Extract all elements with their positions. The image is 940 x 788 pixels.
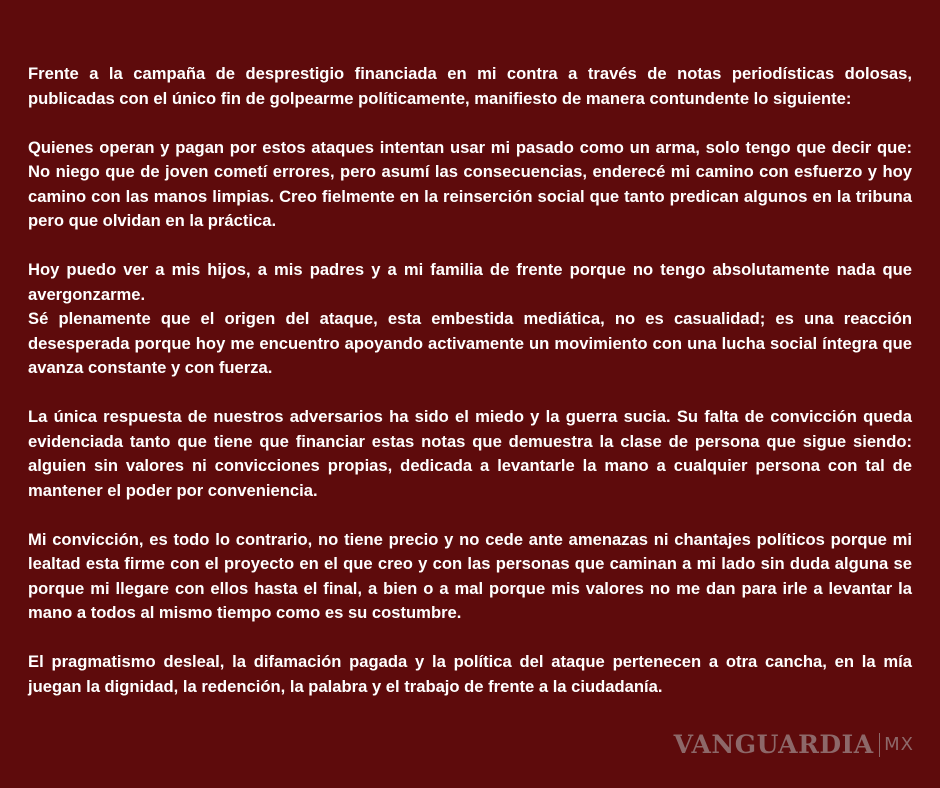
logo-wordmark: VANGUARDIA <box>673 730 874 759</box>
vanguardia-logo <box>674 730 914 759</box>
logo-suffix: MX <box>884 734 914 755</box>
paragraph-closing: El pragmatismo desleal, la difamación pagada y la política del ataque pertenecen a otra cancha, en la mía juegan la dignidad, la redención, la palabra y el trabajo de frente a la ciudadanía. <box>28 652 912 696</box>
logo-divider <box>879 733 881 757</box>
paragraph-past: Quienes operan y pagan por estos ataques intentan usar mi pasado como un arma, solo tengo que decir que: No niego que de joven cometí errores, pero asumí las consecuencias, enderecé mi camino con esfuerzo y hoy camino con las manos limpias. Creo fielmente en la reinserción social que tanto predican algunos en la tribuna pero que olvidan en la práctica. <box>28 137 912 230</box>
paragraph-intro: Frente a la campaña de desprestigio financiada en mi contra a través de notas periodísticas dolosas, publicadas con el único fin de golpearme políticamente, manifiesto de manera contundente lo siguiente: <box>28 64 912 108</box>
statement-text <box>28 62 912 699</box>
paragraph-adversaries: La única respuesta de nuestros adversarios ha sido el miedo y la guerra sucia. Su falta de convicción queda evidenciada tanto que tiene que financiar estas notas que demuestra la clase de persona que sigue siendo: alguien sin valores ni convicciones propias, dedicada a levantarle la mano a cualquier persona con tal de mantener el poder por conveniencia. <box>28 407 912 500</box>
paragraph-conviction: Mi convicción, es todo lo contrario, no tiene precio y no cede ante amenazas ni chantajes políticos porque mi lealtad esta firme con el proyecto en el que creo y con las personas que caminan a mi lado sin duda alguna se porque mi llegare con ellos hasta el final, a bien o a mal porque mis valores no me dan para irle a levantar la mano a todos al mismo tiempo como es su costumbre. <box>28 529 912 622</box>
paragraph-family: Hoy puedo ver a mis hijos, a mis padres y a mi familia de frente porque no tengo absolutamente nada que avergonzarme. <box>28 260 912 304</box>
paragraph-origin: Sé plenamente que el origen del ataque, esta embestida mediática, no es casualidad; es una reacción desesperada porque hoy me encuentro apoyando activamente un movimiento con una lucha social íntegra que avanza constante y con fuerza. <box>28 309 912 377</box>
